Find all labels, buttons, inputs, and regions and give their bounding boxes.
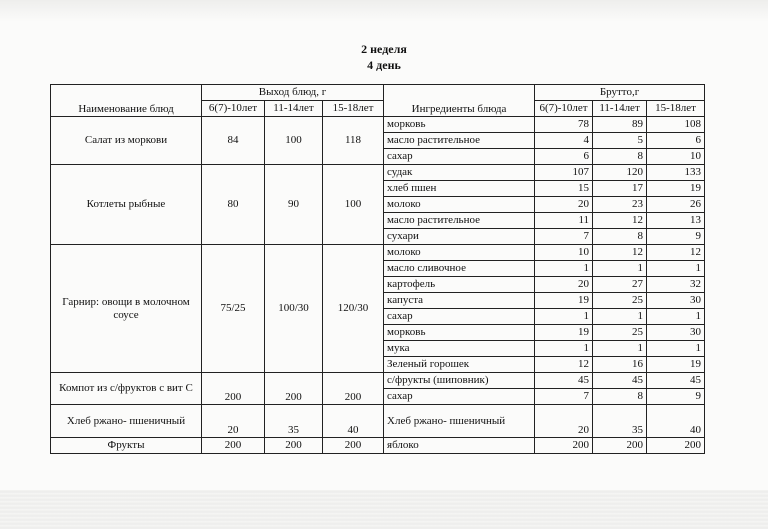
dish-name: Гарнир: овощи в молочном соусе (51, 245, 202, 373)
ingredient-name: масло сливочное (384, 261, 535, 277)
scan-shading-bottom (0, 490, 768, 529)
gross-value: 6 (535, 149, 593, 165)
gross-value: 25 (593, 325, 647, 341)
gross-value: 40 (647, 405, 705, 438)
dish-name: Котлеты рыбные (51, 165, 202, 245)
gross-value: 7 (535, 229, 593, 245)
gross-value: 1 (593, 341, 647, 357)
table-row (51, 405, 705, 438)
gross-value: 20 (535, 197, 593, 213)
gross-value: 45 (647, 373, 705, 389)
dish-output: 200 (202, 438, 265, 454)
dish-output: 40 (323, 405, 384, 438)
week-heading: 2 неделя (361, 42, 407, 56)
ingredient-name: молоко (384, 197, 535, 213)
gross-value: 19 (535, 325, 593, 341)
dish-name: Компот из с/фруктов с вит С (51, 373, 202, 405)
gross-value: 8 (593, 149, 647, 165)
dish-output: 35 (265, 405, 323, 438)
gross-value: 20 (535, 277, 593, 293)
gross-value: 32 (647, 277, 705, 293)
ingredient-name: Зеленый горошек (384, 357, 535, 373)
gross-group-header: Брутто,г (535, 85, 705, 101)
dish-name: Фрукты (51, 438, 202, 454)
dish-output: 200 (265, 438, 323, 454)
gross-value: 1 (535, 341, 593, 357)
day-heading: 4 день (367, 58, 401, 72)
gross-value: 6 (647, 133, 705, 149)
table-row (51, 438, 705, 454)
ingredient-name: сахар (384, 149, 535, 165)
gross-value: 10 (535, 245, 593, 261)
dish-output: 84 (202, 117, 265, 165)
table-row (51, 165, 705, 181)
gross-value: 107 (535, 165, 593, 181)
gross-value: 133 (647, 165, 705, 181)
gross-value: 1 (535, 309, 593, 325)
gross-value: 1 (593, 309, 647, 325)
gross-value: 1 (593, 261, 647, 277)
gross-value: 9 (647, 389, 705, 405)
ingredient-name: судак (384, 165, 535, 181)
ingredient-name: яблоко (384, 438, 535, 454)
gross-value: 17 (593, 181, 647, 197)
ingredient-name: с/фрукты (шиповник) (384, 373, 535, 389)
gross-value: 45 (535, 373, 593, 389)
ingredients-header: Ингредиенты блюда (384, 85, 535, 117)
gross-value: 35 (593, 405, 647, 438)
gross-value: 12 (593, 245, 647, 261)
header-row-1 (51, 85, 705, 101)
dish-output: 100 (265, 117, 323, 165)
gross-value: 15 (535, 181, 593, 197)
gross-value: 30 (647, 325, 705, 341)
ingredient-name: мука (384, 341, 535, 357)
gross-value: 27 (593, 277, 647, 293)
table-row (51, 245, 705, 261)
dish-output: 90 (265, 165, 323, 245)
gross-value: 108 (647, 117, 705, 133)
ingredient-name: морковь (384, 117, 535, 133)
gross-value: 1 (535, 261, 593, 277)
ingredient-name: сухари (384, 229, 535, 245)
scan-shading-top (0, 0, 768, 22)
gross-age-header: 6(7)-10лет (535, 101, 593, 117)
gross-value: 200 (647, 438, 705, 454)
ingredient-name: сахар (384, 389, 535, 405)
menu-table (50, 84, 705, 454)
dish-output: 200 (265, 373, 323, 405)
gross-value: 19 (647, 181, 705, 197)
gross-value: 8 (593, 389, 647, 405)
dish-name-header: Наименование блюд (51, 85, 202, 117)
gross-value: 13 (647, 213, 705, 229)
gross-value: 20 (535, 405, 593, 438)
gross-value: 19 (535, 293, 593, 309)
gross-value: 89 (593, 117, 647, 133)
ingredient-name: картофель (384, 277, 535, 293)
dish-output: 120/30 (323, 245, 384, 373)
gross-value: 5 (593, 133, 647, 149)
gross-value: 12 (593, 213, 647, 229)
dish-name: Салат из моркови (51, 117, 202, 165)
gross-value: 200 (535, 438, 593, 454)
dish-output: 80 (202, 165, 265, 245)
gross-value: 4 (535, 133, 593, 149)
gross-value: 25 (593, 293, 647, 309)
gross-value: 23 (593, 197, 647, 213)
dish-output: 200 (323, 438, 384, 454)
gross-value: 9 (647, 229, 705, 245)
gross-value: 1 (647, 341, 705, 357)
dish-output: 20 (202, 405, 265, 438)
gross-age-header: 11-14лет (593, 101, 647, 117)
dish-output: 100/30 (265, 245, 323, 373)
output-age-header: 6(7)-10лет (202, 101, 265, 117)
gross-value: 8 (593, 229, 647, 245)
output-age-header: 15-18лет (323, 101, 384, 117)
gross-value: 11 (535, 213, 593, 229)
ingredient-name: морковь (384, 325, 535, 341)
ingredient-name: Хлеб ржано- пшеничный (384, 405, 535, 438)
table-row (51, 373, 705, 389)
ingredient-name: хлеб пшен (384, 181, 535, 197)
gross-value: 10 (647, 149, 705, 165)
gross-value: 12 (535, 357, 593, 373)
ingredient-name: масло растительное (384, 213, 535, 229)
gross-value: 78 (535, 117, 593, 133)
dish-output: 100 (323, 165, 384, 245)
ingredient-name: масло растительное (384, 133, 535, 149)
output-group-header: Выход блюд, г (202, 85, 384, 101)
ingredient-name: капуста (384, 293, 535, 309)
output-age-header: 11-14лет (265, 101, 323, 117)
dish-output: 200 (202, 373, 265, 405)
gross-value: 200 (593, 438, 647, 454)
gross-value: 1 (647, 261, 705, 277)
gross-value: 120 (593, 165, 647, 181)
gross-value: 19 (647, 357, 705, 373)
ingredient-name: сахар (384, 309, 535, 325)
gross-value: 7 (535, 389, 593, 405)
gross-value: 30 (647, 293, 705, 309)
dish-output: 75/25 (202, 245, 265, 373)
gross-value: 12 (647, 245, 705, 261)
gross-value: 1 (647, 309, 705, 325)
gross-age-header: 15-18лет (647, 101, 705, 117)
gross-value: 45 (593, 373, 647, 389)
dish-output: 200 (323, 373, 384, 405)
table-row (51, 117, 705, 133)
gross-value: 16 (593, 357, 647, 373)
dish-name: Хлеб ржано- пшеничный (51, 405, 202, 438)
dish-output: 118 (323, 117, 384, 165)
ingredient-name: молоко (384, 245, 535, 261)
gross-value: 26 (647, 197, 705, 213)
